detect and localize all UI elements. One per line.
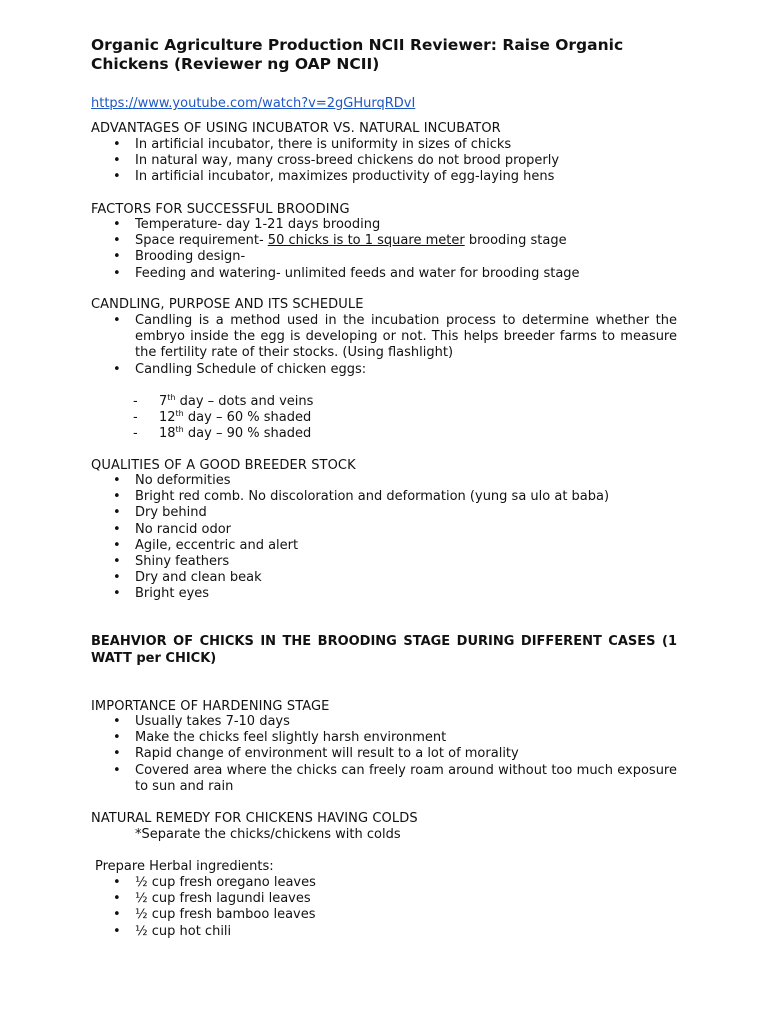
candling-schedule bbox=[133, 394, 313, 443]
bullet-icon: • bbox=[113, 570, 121, 586]
bullet-icon: • bbox=[113, 489, 121, 505]
list-item: • Candling Schedule of chicken eggs: bbox=[113, 361, 367, 377]
list-hardening bbox=[91, 714, 677, 795]
bullet-icon: • bbox=[113, 730, 121, 746]
list-candling bbox=[91, 313, 677, 378]
bullet-icon: • bbox=[113, 249, 121, 265]
list-item: • Bright red comb. No discoloration and deformation (yung sa ulo at baba) bbox=[113, 489, 610, 505]
list-item: • Shiny feathers bbox=[113, 554, 230, 570]
dash-icon: - bbox=[133, 410, 138, 426]
bullet-icon: • bbox=[113, 169, 121, 185]
bullet-icon: • bbox=[113, 137, 121, 152]
dash-icon: - bbox=[133, 394, 138, 409]
list-item: • Temperature- day 1-21 days brooding bbox=[113, 217, 381, 232]
document-title: Organic Agriculture Production NCII Reviewer: Raise Organic Chickens (Reviewer ng OAP NCII) bbox=[91, 36, 624, 73]
list-item: • Covered area where the chicks can freely roam around without too much exposure to sun and rain bbox=[113, 762, 677, 794]
prepare-label: Prepare Herbal ingredients: bbox=[95, 859, 274, 874]
dash-icon: - bbox=[133, 426, 138, 442]
bullet-icon: • bbox=[113, 521, 121, 537]
bullet-icon: • bbox=[113, 746, 121, 762]
list-item: • Dry and clean beak bbox=[113, 570, 262, 586]
bullet-icon: • bbox=[113, 586, 121, 602]
list-item: • Usually takes 7-10 days bbox=[113, 714, 290, 729]
underlined-text: 50 chicks is to 1 square meter bbox=[267, 233, 465, 249]
bullet-icon: • bbox=[113, 473, 121, 488]
bullet-icon: • bbox=[113, 923, 121, 939]
list-item: • Agile, eccentric and alert bbox=[113, 537, 299, 553]
bullet-icon: • bbox=[113, 233, 121, 249]
list-item: • Feeding and watering- unlimited feeds and water for brooding stage bbox=[113, 265, 580, 281]
list-item: • ½ cup fresh lagundi leaves bbox=[113, 891, 311, 907]
bullet-icon: • bbox=[113, 875, 121, 890]
heading-behavior: BEAHVIOR OF CHICKS IN THE BROODING STAGE DURING DIFFERENT CASES (1 WATT per CHICK) bbox=[91, 634, 677, 666]
bullet-icon: • bbox=[113, 554, 121, 570]
bullet-icon: • bbox=[113, 361, 121, 377]
list-item: • No rancid odor bbox=[113, 521, 232, 537]
list-item: • Rapid change of environment will result to a lot of morality bbox=[113, 746, 519, 762]
heading-brooding: FACTORS FOR SUCCESSFUL BROODING bbox=[91, 202, 350, 217]
list-item: • ½ cup hot chili bbox=[113, 923, 232, 939]
list-item: • Dry behind bbox=[113, 505, 207, 521]
list-item: • Bright eyes bbox=[113, 586, 210, 602]
list-brooding bbox=[91, 217, 677, 282]
list-item: • Make the chicks feel slightly harsh environment bbox=[113, 730, 447, 746]
list-item: • ½ cup fresh bamboo leaves bbox=[113, 907, 316, 923]
list-item: • In natural way, many cross-breed chickens do not brood properly bbox=[113, 153, 560, 169]
youtube-link[interactable]: https://www.youtube.com/watch?v=2gGHurqRDvI bbox=[91, 96, 416, 111]
bullet-icon: • bbox=[113, 714, 121, 729]
list-item: • In artificial incubator, there is uniformity in sizes of chicks bbox=[113, 137, 512, 152]
bullet-icon: • bbox=[113, 891, 121, 907]
bullet-icon: • bbox=[113, 217, 121, 232]
remedy-note: *Separate the chicks/chickens with colds bbox=[135, 827, 401, 842]
schedule-item: - 7th day – dots and veins bbox=[133, 393, 314, 409]
schedule-item: - 12th day – 60 % shaded bbox=[133, 409, 312, 426]
heading-remedy: NATURAL REMEDY FOR CHICKENS HAVING COLDS bbox=[91, 811, 418, 826]
heading-hardening: IMPORTANCE OF HARDENING STAGE bbox=[91, 699, 330, 714]
bullet-icon: • bbox=[113, 537, 121, 553]
list-item: • ½ cup fresh oregano leaves bbox=[113, 875, 316, 890]
bullet-icon: • bbox=[113, 762, 121, 778]
bullet-icon: • bbox=[113, 907, 121, 923]
bullet-icon: • bbox=[113, 265, 121, 281]
heading-candling: CANDLING, PURPOSE AND ITS SCHEDULE bbox=[91, 297, 364, 312]
bullet-icon: • bbox=[113, 153, 121, 169]
list-breeder bbox=[91, 473, 677, 603]
list-item: • In artificial incubator, maximizes productivity of egg-laying hens bbox=[113, 169, 555, 185]
bullet-icon: • bbox=[113, 313, 121, 328]
heading-incubator: ADVANTAGES OF USING INCUBATOR VS. NATURAL INCUBATOR bbox=[91, 121, 501, 136]
list-item: • Brooding design- bbox=[113, 249, 246, 265]
list-item: • Candling is a method used in the incubation process to determine whether the embryo inside the egg is developing or not. This helps breeder farms to measure the fertility rate of their stocks. (Using flashlight) bbox=[113, 313, 677, 361]
list-incubator bbox=[91, 137, 677, 186]
heading-breeder: QUALITIES OF A GOOD BREEDER STOCK bbox=[91, 458, 356, 473]
schedule-item: - 18th day – 90 % shaded bbox=[133, 425, 312, 442]
list-ingredients bbox=[91, 875, 677, 940]
bullet-icon: • bbox=[113, 505, 121, 521]
list-item: • No deformities bbox=[113, 473, 231, 488]
list-item: • Space requirement- 50 chicks is to 1 square meter brooding stage bbox=[113, 233, 567, 249]
